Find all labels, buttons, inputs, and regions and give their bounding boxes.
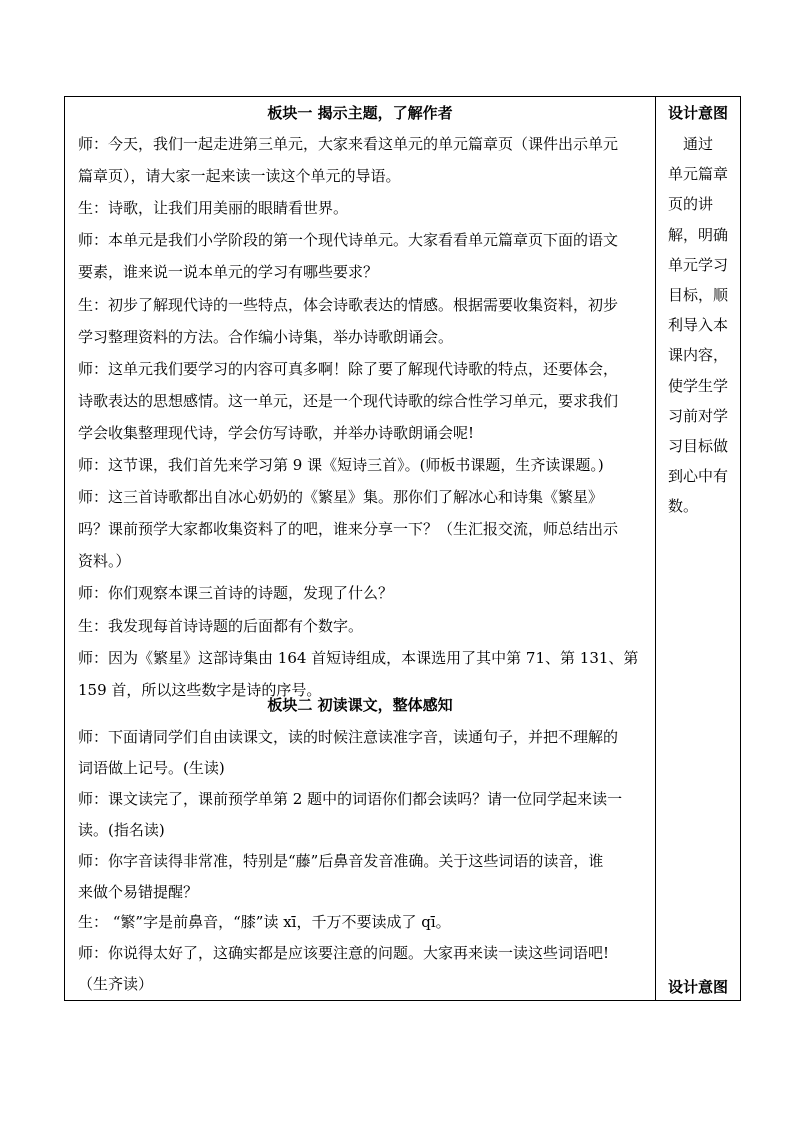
text-line: 师：这三首诗歌都出自冰心奶奶的《繁星》集。那你们了解冰心和诗集《繁星》	[78, 488, 604, 507]
text-line: 习前对学	[668, 406, 729, 425]
section1-heading: 板块一 揭示主题，了解作者	[267, 104, 453, 122]
text-line: 师：因为《繁星》这部诗集由 164 首短诗组成，本课选用了其中第 71、第 131、第	[78, 648, 639, 667]
text-line: 诗歌表达的思想感情。这一单元，还是一个现代诗歌的综合性学习单元，要求我们	[78, 391, 619, 410]
text-line: 单元学习	[668, 255, 729, 274]
text-line: 159 首，所以这些数字是诗的序号。	[78, 680, 322, 699]
text-line: 数。	[668, 497, 699, 516]
text-line: 吗？课前预学大家都收集资料了的吧，谁来分享一下？（生汇报交流，师总结出示	[78, 520, 619, 539]
text-line: 习目标做	[668, 437, 729, 455]
text-line: 师：课文读完了，课前预学单第 2 题中的词语你们都会读吗？请一位同学起来读一	[78, 789, 623, 808]
text-line: 利导入本	[668, 316, 729, 335]
design-intent-heading-top: 设计意图	[667, 104, 728, 122]
text-line: 师：你们观察本课三首诗的诗题，发现了什么？	[78, 584, 394, 603]
teaching-process-column	[65, 97, 655, 1000]
text-line: 课内容，	[668, 346, 729, 365]
text-line: 到心中有	[668, 467, 729, 486]
lesson-plan-table	[64, 96, 741, 1001]
text-line: 师：这单元我们要学习的内容可真多啊！除了要了解现代诗歌的特点，还要体会，	[78, 359, 619, 378]
text-line: 生：初步了解现代诗的一些特点，体会诗歌表达的情感。根据需要收集资料，初步	[78, 295, 619, 314]
text-line: 生：诗歌，让我们用美丽的眼睛看世界。	[78, 199, 349, 218]
text-line: 生：我发现每首诗诗题的后面都有个数字。	[78, 616, 364, 635]
text-line: 师：本单元是我们小学阶段的第一个现代诗单元。大家看看单元篇章页下面的语文	[78, 231, 619, 250]
text-line: 页的讲	[668, 195, 714, 214]
text-line: 师：今天，我们一起走进第三单元，大家来看这单元的单元篇章页（课件出示单元	[78, 135, 619, 153]
text-line: （生齐读）	[78, 975, 154, 994]
text-line: 解，明确	[668, 225, 729, 244]
text-line: 资料。）	[78, 552, 131, 571]
text-line: 学习整理资料的方法。合作编小诗集，举办诗歌朗诵会。	[78, 327, 454, 346]
text-line: 通过	[668, 135, 714, 153]
text-line: 师：你说得太好了，这确实都是应该要注意的问题。大家再来读一读这些词语吧!	[78, 944, 610, 963]
text-line: 学会收集整理现代诗，学会仿写诗歌，并举办诗歌朗诵会呢!	[78, 423, 475, 442]
section2-heading: 板块二 初读课文，整体感知	[267, 696, 453, 714]
design-intent-column	[656, 97, 740, 1000]
text-line: 生： “繁”字是前鼻音，“膝”读 xī，千万不要读成了 qī。	[78, 913, 451, 932]
text-line: 要素，谁来说一说本单元的学习有哪些要求？	[78, 263, 379, 282]
text-line: 来做个易错提醒？	[78, 882, 199, 901]
design-intent-heading-bottom: 设计意图	[667, 978, 728, 996]
text-line: 使学生学	[668, 376, 729, 395]
text-line: 目标，顺	[668, 286, 729, 304]
text-line: 词语做上记号。(生读)	[78, 758, 225, 777]
text-line: 读。(指名读)	[78, 820, 165, 839]
text-line: 师：下面请同学们自由读课文，读的时候注意读准字音，读通句子，并把不理解的	[78, 728, 619, 746]
text-line: 篇章页），请大家一起来读一读这个单元的导语。	[78, 167, 401, 186]
text-line: 单元篇章	[668, 165, 729, 184]
text-line: 师：这节课，我们首先来学习第 9 课《短诗三首》。(师板书课题，生齐读课题。)	[78, 456, 604, 474]
text-line: 师：你字音读得非常准，特别是“藤”后鼻音发音准确。关于这些词语的读音，谁	[78, 851, 604, 870]
